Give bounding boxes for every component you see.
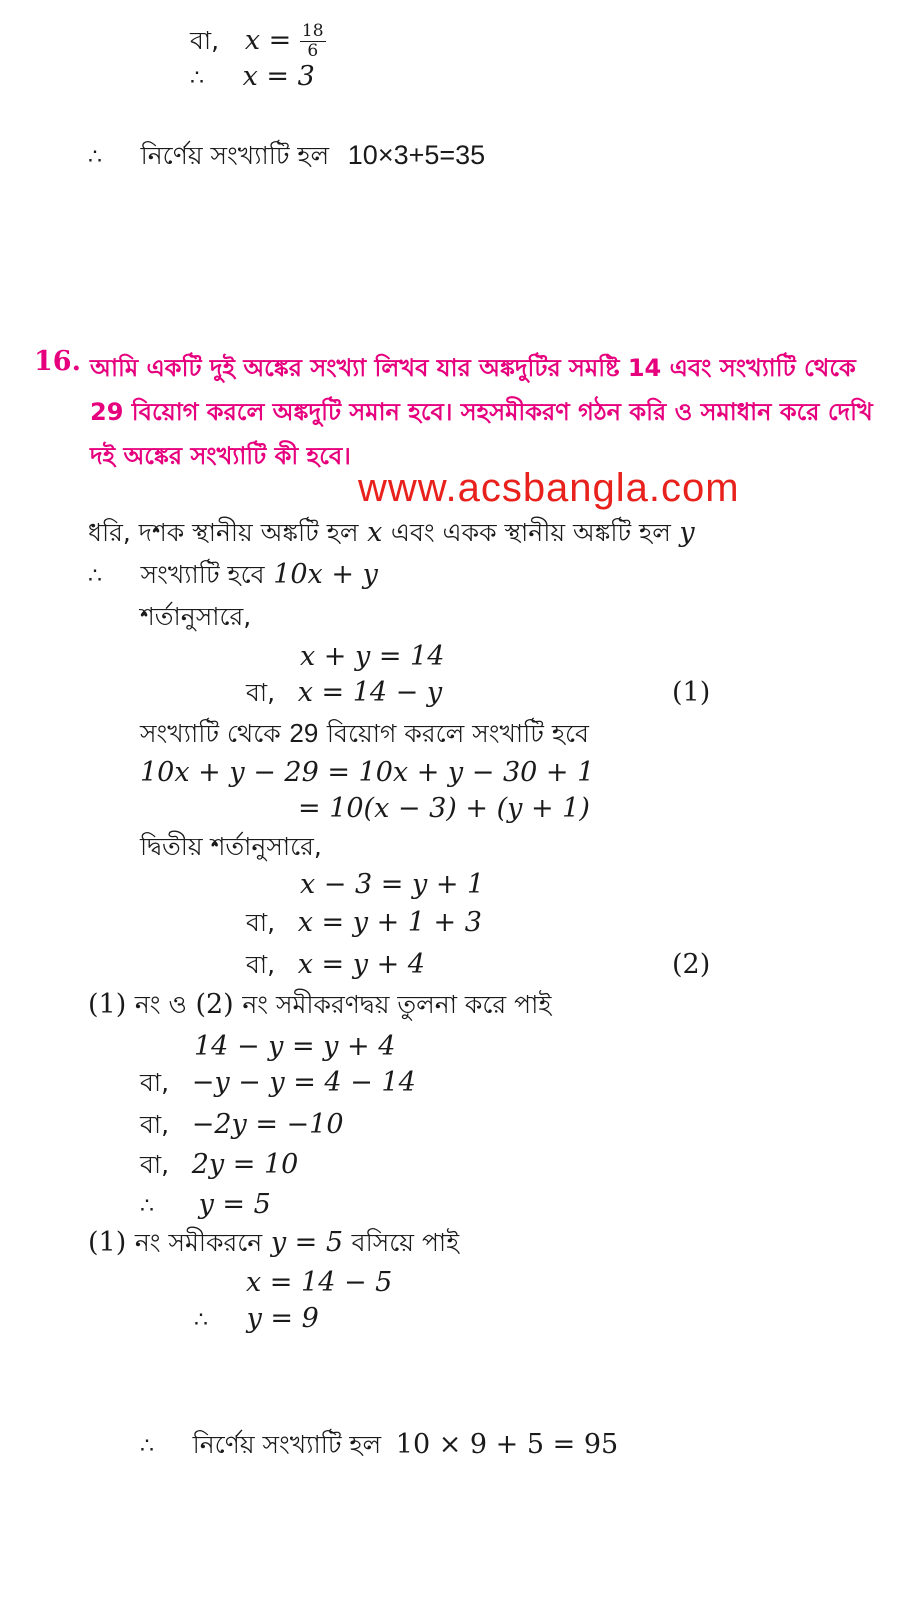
final-answer-line <box>140 1428 618 1464</box>
fraction-denominator: 6 <box>307 41 319 61</box>
assumption-x: x <box>367 517 383 548</box>
equation-e-line <box>246 948 425 982</box>
ba-label: বা, <box>246 950 276 979</box>
condition-1: শর্তানুসারে, <box>140 602 252 631</box>
question-number: 16. <box>34 346 81 377</box>
therefore-symbol: ∴ <box>140 1194 154 1219</box>
expand-line-2: = 10(x − 3) + (y + 1) <box>298 793 590 824</box>
therefore-symbol: ∴ <box>190 66 204 91</box>
compare-line <box>88 988 551 1022</box>
prev-answer-expr: 10×3+5=35 <box>347 140 486 170</box>
equation-e: x = y + 4 <box>297 949 425 980</box>
result-step-2-line <box>194 1302 319 1338</box>
compare-ref-1: (1) <box>88 989 127 1020</box>
ba-label: বা, <box>140 1150 170 1179</box>
ba-label: বা, <box>140 1068 170 1097</box>
compare-ref-2: (2) <box>195 989 234 1020</box>
assumption-text-2: এবং একক স্থানীয় অঙ্কটি হল <box>390 518 671 547</box>
number-expr: 10x + y <box>273 559 378 590</box>
compare-mid-text: নং ও <box>134 990 187 1019</box>
substitute-line <box>88 1226 459 1260</box>
equation-b-line <box>246 676 442 710</box>
equation-d: x = y + 1 + 3 <box>297 907 482 938</box>
prev-answer-label: নির্ণেয় সংখ্যাটি হল <box>140 141 330 170</box>
equation-d-line <box>246 906 482 940</box>
watermark-url: www.acsbangla.com <box>358 466 740 510</box>
therefore-symbol: ∴ <box>88 564 102 589</box>
solve-step-3: −2y = −10 <box>191 1109 344 1140</box>
compare-post-text: নং সমীকরণদ্বয় তুলনা করে পাই <box>242 990 552 1019</box>
subtract-text-2: বিয়োগ করলে সংখাটি হবে <box>326 719 589 748</box>
ba-label: বা, <box>190 26 220 55</box>
fraction <box>300 22 326 61</box>
final-answer-label: নির্ণেয় সংখ্যাটি হল <box>192 1430 382 1459</box>
equation-a: x + y = 14 <box>300 641 445 672</box>
condition-2: দ্বিতীয় শর্তানুসারে, <box>140 832 322 861</box>
therefore-symbol: ∴ <box>88 145 102 170</box>
equation-number-1: (1) <box>672 677 711 708</box>
equation-b: x = 14 − y <box>297 677 443 708</box>
result-step-1: x = 14 − 5 <box>246 1267 393 1298</box>
equation-number-2: (2) <box>672 949 711 980</box>
final-answer-expr: 10 × 9 + 5 = 95 <box>395 1429 619 1460</box>
prev-answer-line <box>88 138 485 175</box>
x-equals-3: x = 3 <box>242 61 315 92</box>
result-step-2: y = 9 <box>246 1303 319 1334</box>
ba-label: বা, <box>246 678 276 707</box>
substitute-ref: (1) <box>88 1227 127 1258</box>
substitute-expr: y = 5 <box>270 1227 344 1258</box>
question-text: আমি একটি দুই অঙ্কের সংখ্যা লিখব যার অঙ্কদুটির সমষ্টি 14 এবং সংখ্যাটি থেকে 29 বিয়োগ করলে অঙ্কদুটি সমান হবে। সহসমীকরণ গঠন করি ও সমাধান করে দেখি দই অঙ্কের সংখ্যাটি কী হবে। <box>90 354 873 470</box>
solve-step-5-line <box>140 1188 271 1224</box>
substitute-post-text: বসিয়ে পাই <box>351 1228 460 1257</box>
assumption-y: y <box>679 517 695 548</box>
expand-line-1: 10x + y − 29 = 10x + y − 30 + 1 <box>140 757 595 788</box>
frac-lhs: x = <box>244 25 292 56</box>
solve-step-2-line <box>140 1066 416 1100</box>
ba-label: বা, <box>246 908 276 937</box>
number-label: সংখ্যাটি হবে <box>140 560 265 589</box>
frac-step-line <box>190 22 326 61</box>
ba-label: বা, <box>140 1110 170 1139</box>
assumption-line <box>88 516 695 550</box>
substitute-mid-text: নং সমীকরনে <box>134 1228 263 1257</box>
therefore-symbol: ∴ <box>194 1308 208 1333</box>
x-equals-3-line <box>190 60 315 96</box>
number-line <box>88 558 378 594</box>
solve-step-3-line <box>140 1108 344 1142</box>
equation-c: x − 3 = y + 1 <box>300 869 485 900</box>
subtract-text-1: সংখ্যাটি থেকে <box>140 719 281 748</box>
fraction-numerator: 18 <box>301 21 324 41</box>
assumption-text-1: ধরি, দশক স্থানীয় অঙ্কটি হল <box>88 518 359 547</box>
solve-step-4-line <box>140 1148 298 1182</box>
solve-step-5: y = 5 <box>198 1189 271 1220</box>
solve-step-1: 14 − y = y + 4 <box>194 1031 396 1062</box>
question-16 <box>34 346 894 478</box>
therefore-symbol: ∴ <box>140 1434 154 1459</box>
solve-step-4: 2y = 10 <box>191 1149 299 1180</box>
solve-step-2: −y − y = 4 − 14 <box>191 1067 416 1098</box>
subtract-number: 29 <box>289 718 319 748</box>
subtract-line <box>140 716 589 751</box>
